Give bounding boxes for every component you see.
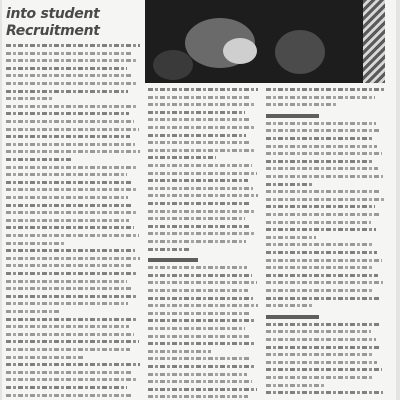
text-line xyxy=(266,198,384,201)
text-line xyxy=(266,384,324,387)
text-line xyxy=(148,149,256,152)
text-line xyxy=(266,251,377,254)
text-line xyxy=(6,363,140,366)
text-line xyxy=(6,257,140,260)
magazine-page xyxy=(2,0,396,400)
text-line xyxy=(6,150,140,153)
text-line xyxy=(266,103,338,106)
text-line xyxy=(266,137,372,140)
text-line xyxy=(6,272,136,275)
text-line xyxy=(6,105,138,108)
text-line xyxy=(266,391,383,394)
text-line xyxy=(148,111,245,114)
text-line xyxy=(148,88,258,91)
text-line xyxy=(6,302,128,305)
text-line xyxy=(266,167,378,170)
text-line xyxy=(266,289,374,292)
text-line xyxy=(148,172,257,175)
text-line xyxy=(6,378,136,381)
text-line xyxy=(148,342,255,345)
text-line xyxy=(6,67,127,70)
subheading xyxy=(266,315,319,319)
text-line xyxy=(266,175,383,178)
text-line xyxy=(148,350,211,353)
text-line xyxy=(266,346,381,349)
text-line xyxy=(6,143,135,146)
text-line xyxy=(148,388,257,391)
text-line xyxy=(148,202,249,205)
text-line xyxy=(266,122,376,125)
text-line xyxy=(6,82,137,85)
text-line xyxy=(266,228,376,231)
text-line xyxy=(148,335,250,338)
text-line xyxy=(6,59,136,62)
text-line xyxy=(148,327,245,330)
text-line xyxy=(6,287,132,290)
article-title-line-2: Recruitment xyxy=(6,23,100,39)
text-line xyxy=(148,240,246,243)
text-line xyxy=(148,266,247,269)
text-line xyxy=(266,88,384,91)
article-title-line-1: into student xyxy=(6,6,100,22)
text-line xyxy=(148,103,254,106)
text-line xyxy=(148,365,256,368)
text-line xyxy=(266,145,377,148)
subheading xyxy=(148,258,198,262)
text-line xyxy=(6,318,138,321)
text-line xyxy=(148,118,250,121)
text-line xyxy=(6,394,132,397)
text-line xyxy=(6,181,132,184)
text-line xyxy=(6,226,134,229)
text-line xyxy=(148,194,258,197)
text-line xyxy=(148,187,253,190)
text-line xyxy=(266,281,383,284)
text-line xyxy=(148,373,247,376)
text-line xyxy=(148,126,255,129)
text-line xyxy=(6,90,128,93)
text-line xyxy=(6,295,137,298)
text-line xyxy=(266,297,379,300)
text-line xyxy=(148,179,248,182)
text-line xyxy=(148,156,216,159)
text-line xyxy=(266,221,371,224)
text-line xyxy=(266,183,314,186)
text-line xyxy=(148,164,252,167)
text-line xyxy=(266,152,382,155)
text-line xyxy=(148,357,251,360)
text-line xyxy=(6,234,139,237)
text-line xyxy=(6,204,133,207)
photo-background-shape xyxy=(153,50,193,80)
text-line xyxy=(266,353,372,356)
text-line xyxy=(266,213,380,216)
text-line xyxy=(6,310,60,313)
text-line xyxy=(148,225,250,228)
text-line xyxy=(6,242,64,245)
text-line xyxy=(6,249,135,252)
text-line xyxy=(6,219,129,222)
text-line xyxy=(6,348,130,351)
text-line xyxy=(148,96,249,99)
text-line xyxy=(266,368,382,371)
text-line xyxy=(6,264,131,267)
text-line xyxy=(148,319,254,322)
text-line xyxy=(148,134,246,137)
photo-shadow xyxy=(275,30,325,74)
text-line xyxy=(6,188,137,191)
text-line xyxy=(266,266,373,269)
text-line xyxy=(266,304,312,307)
text-line xyxy=(266,243,372,246)
text-line xyxy=(148,248,190,251)
text-line xyxy=(6,280,127,283)
text-line xyxy=(148,141,251,144)
text-line xyxy=(266,323,380,326)
text-line xyxy=(6,44,140,47)
text-line xyxy=(266,338,376,341)
text-line xyxy=(6,196,128,199)
article-photo xyxy=(145,0,385,83)
text-line xyxy=(148,274,252,277)
text-line xyxy=(266,376,373,379)
text-line xyxy=(148,232,255,235)
text-line xyxy=(148,297,253,300)
text-line xyxy=(6,325,129,328)
text-line xyxy=(6,333,134,336)
text-line xyxy=(6,166,136,169)
text-line xyxy=(148,304,258,307)
text-line xyxy=(6,158,73,161)
text-line xyxy=(6,112,129,115)
text-line xyxy=(266,259,382,262)
text-line xyxy=(266,190,379,193)
text-line xyxy=(148,380,252,383)
text-line xyxy=(6,386,127,389)
text-line xyxy=(6,74,132,77)
text-line xyxy=(148,395,248,398)
text-line xyxy=(148,210,254,213)
text-line xyxy=(6,371,131,374)
text-line xyxy=(6,356,84,359)
text-line xyxy=(6,97,54,100)
text-line xyxy=(6,135,130,138)
text-line xyxy=(266,274,378,277)
text-line xyxy=(148,312,249,315)
text-line xyxy=(6,173,127,176)
text-line xyxy=(6,52,131,55)
text-line xyxy=(266,205,375,208)
text-line xyxy=(266,96,375,99)
text-line xyxy=(266,361,377,364)
text-line xyxy=(148,289,248,292)
text-line xyxy=(148,281,257,284)
subheading xyxy=(266,114,319,118)
photo-highlight xyxy=(223,38,257,64)
text-line xyxy=(266,330,371,333)
text-line xyxy=(6,340,139,343)
text-line xyxy=(266,129,381,132)
text-line xyxy=(148,217,245,220)
text-line xyxy=(6,211,138,214)
text-line xyxy=(6,128,139,131)
photo-torn-edge xyxy=(363,0,385,83)
text-line xyxy=(6,120,134,123)
text-line xyxy=(266,236,316,239)
text-line xyxy=(266,160,373,163)
